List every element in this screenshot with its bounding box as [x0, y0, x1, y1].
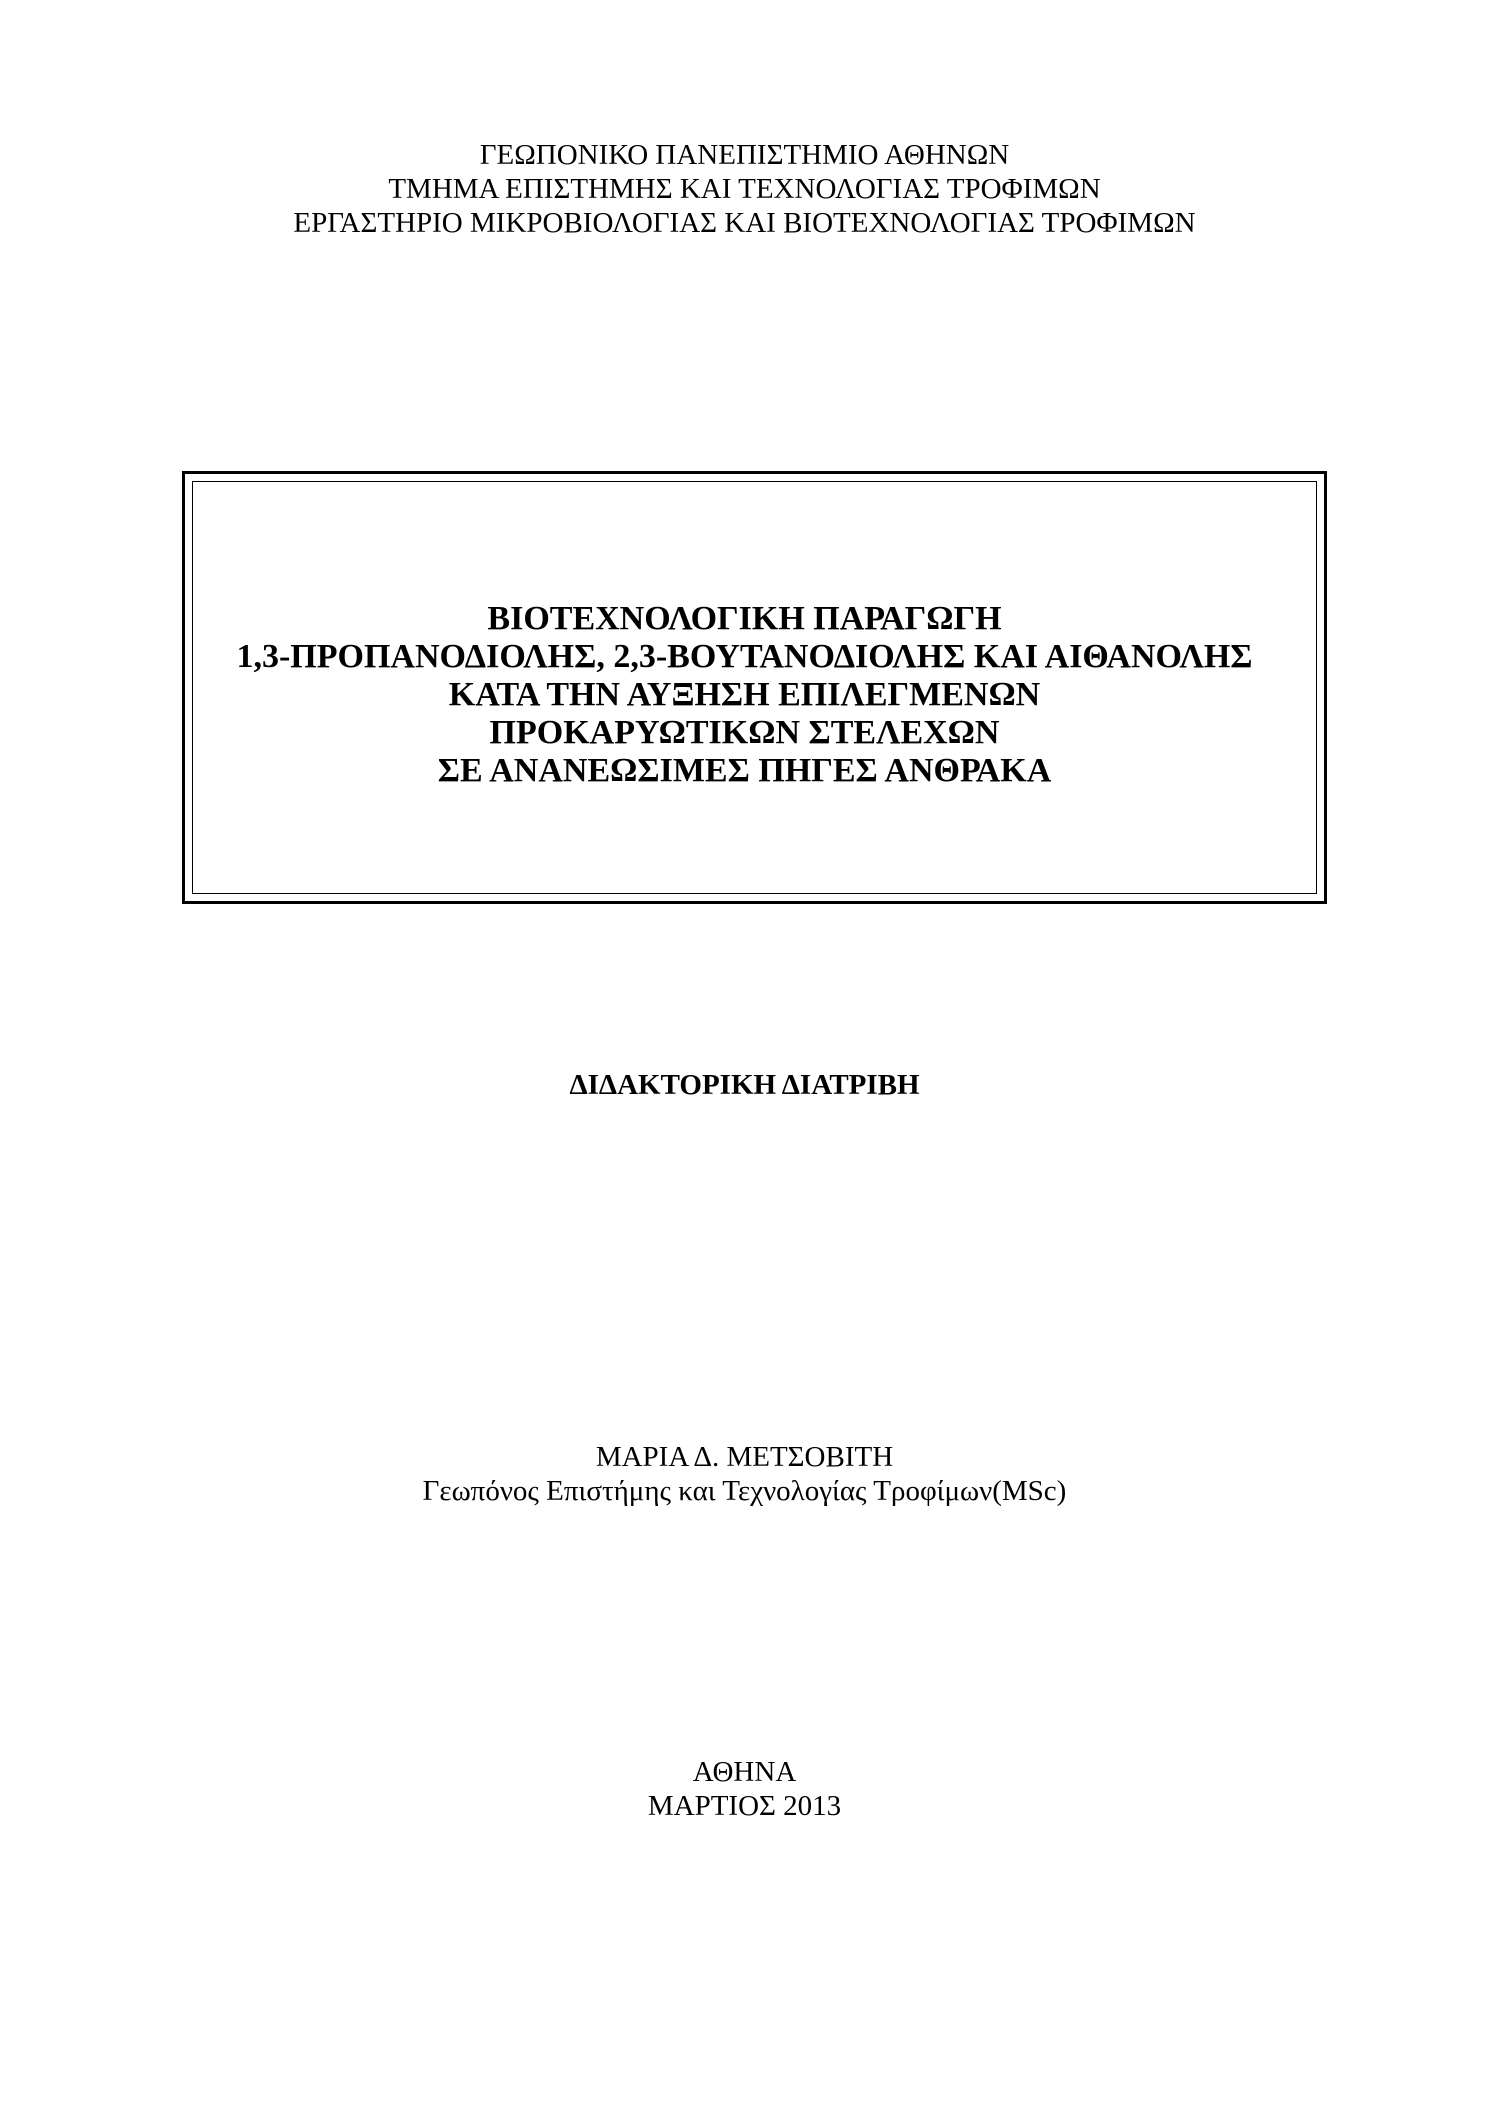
- place-date-block: [0, 1755, 1489, 1823]
- department-name: ΤΜΗΜΑ ΕΠΙΣΤΗΜΗΣ ΚΑΙ ΤΕΧΝΟΛΟΓΙΑΣ ΤΡΟΦΙΜΩΝ: [388, 173, 1101, 205]
- thesis-title: [0, 600, 1489, 790]
- author-qualification: Γεωπόνος Επιστήμης και Τεχνολογίας Τροφίμων(MSc): [422, 1475, 1067, 1507]
- title-line-2: 1,3-ΠΡΟΠΑΝΟΔΙΟΛΗΣ, 2,3-ΒΟΥΤΑΝΟΔΙΟΛΗΣ ΚΑΙ ΑΙΘΑΝΟΛΗΣ: [236, 638, 1253, 675]
- laboratory-name: ΕΡΓΑΣΤΗΡΙΟ ΜΙΚΡΟΒΙΟΛΟΓΙΑΣ ΚΑΙ ΒΙΟΤΕΧΝΟΛΟΓΙΑΣ ΤΡΟΦΙΜΩΝ: [293, 207, 1196, 239]
- date: ΜΑΡΤΙΟΣ 2013: [647, 1790, 842, 1822]
- institution-header: [0, 138, 1489, 240]
- title-line-1: ΒΙΟΤΕΧΝΟΛΟΓΙΚΗ ΠΑΡΑΓΩΓΗ: [487, 600, 1002, 637]
- thesis-type: ΔΙΔΑΚΤΟΡΙΚΗ ΔΙΑΤΡΙΒΗ: [569, 1069, 920, 1101]
- author-name: ΜΑΡΙΑ Δ. ΜΕΤΣΟΒΙΤΗ: [595, 1441, 894, 1473]
- place: ΑΘΗΝΑ: [692, 1756, 797, 1788]
- title-line-4: ΠΡΟΚΑΡΥΩΤΙΚΩΝ ΣΤΕΛΕΧΩΝ: [489, 714, 1000, 751]
- title-line-5: ΣΕ ΑΝΑΝΕΩΣΙΜΕΣ ΠΗΓΕΣ ΑΝΘΡΑΚΑ: [437, 752, 1052, 789]
- title-line-3: ΚΑΤΑ ΤΗΝ ΑΥΞΗΣΗ ΕΠΙΛΕΓΜΕΝΩΝ: [448, 676, 1041, 713]
- university-name: ΓΕΩΠΟΝΙΚΟ ΠΑΝΕΠΙΣΤΗΜΙΟ ΑΘΗΝΩΝ: [479, 139, 1010, 171]
- author-block: [0, 1440, 1489, 1508]
